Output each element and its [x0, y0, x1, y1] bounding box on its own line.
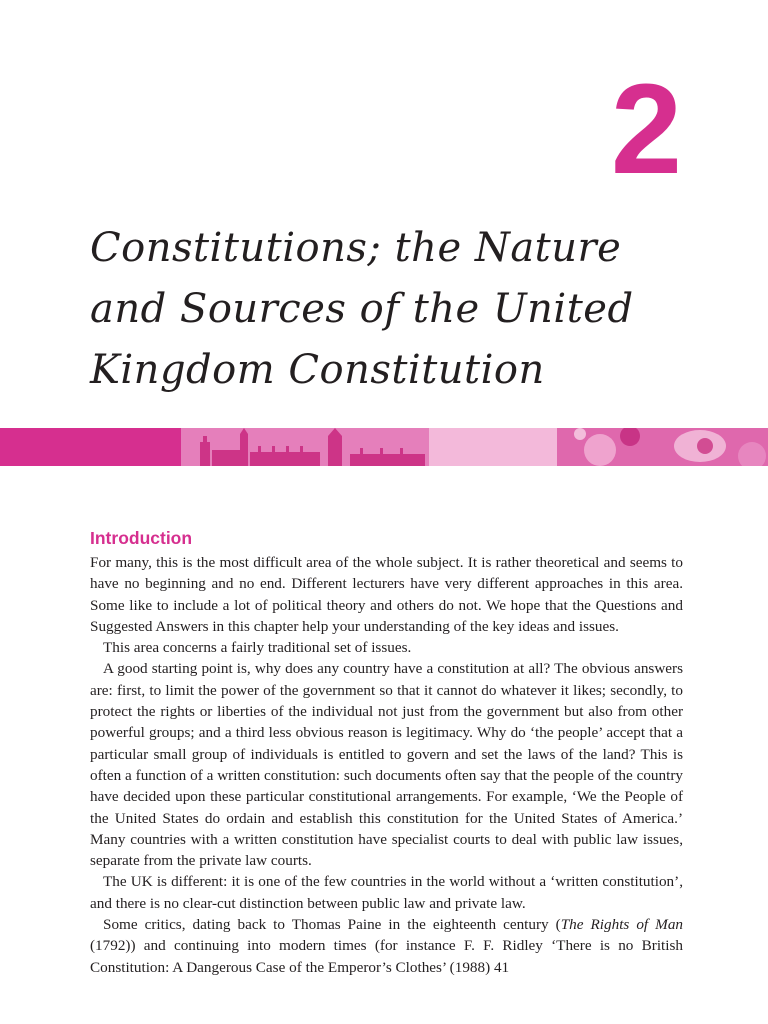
introduction-section — [90, 527, 683, 978]
paragraph-text: Some critics, dating back to Thomas Paine in the eighteenth century ( — [103, 916, 561, 934]
body-paragraph: A good starting point is, why does any country have a constitution at all? The obvious answers are: first, to limit the power of the government so that it cannot do whatever it likes; secondly, to protect the rights or liberties of the individual not just from the government but also from other powerful groups; and a third less obvious reason is legitimacy. Why do ‘the people’ accept that a particular small group of individuals is entitled to govern and set the laws of the land? This is often a function of a written constitution: such documents often say that the people of the country have decided upon these particular constitutional arrangements. For example, ‘We the People of the United States do ordain and establish this constitution for the United States of America.’ Many countries with a written constitution have specialist courts to deal with public law issues, separate from the private law courts. — [90, 660, 683, 870]
band-light — [429, 428, 557, 466]
paragraph-text: (1792)) and continuing into modern times (for instance F. F. Ridley ‘There is no British Constitution: A Dangerous Case of the Emperor’s Clothes’ (1988) 41 — [90, 937, 683, 976]
book-title-italic: The Rights of Man — [560, 916, 684, 934]
body-paragraph: This area concerns a fairly traditional set of issues. — [103, 639, 412, 657]
chapter-number: 2 — [610, 58, 682, 201]
body-paragraph: The UK is different: it is one of the few countries in the world without a ‘written constitution’, and there is no clear-cut distinction between public law and private law. — [90, 873, 683, 912]
chapter-title: Constitutions; the Nature and Sources of the United Kingdom Constitution — [90, 225, 634, 393]
body-paragraph — [90, 914, 683, 978]
section-heading-introduction: Introduction — [90, 528, 193, 548]
body-paragraph: For many, this is the most difficult area of the whole subject. It is rather theoretical and seems to have no beginning and no end. Different lecturers have very different approaches in this area. Some like to include a lot of political theory and others do not. We hope that the Questions and Suggested Answers in this chapter help your understanding of the key ideas and issues. — [90, 554, 683, 635]
band-solid-left — [0, 428, 181, 466]
decorative-photo-band — [0, 428, 768, 466]
